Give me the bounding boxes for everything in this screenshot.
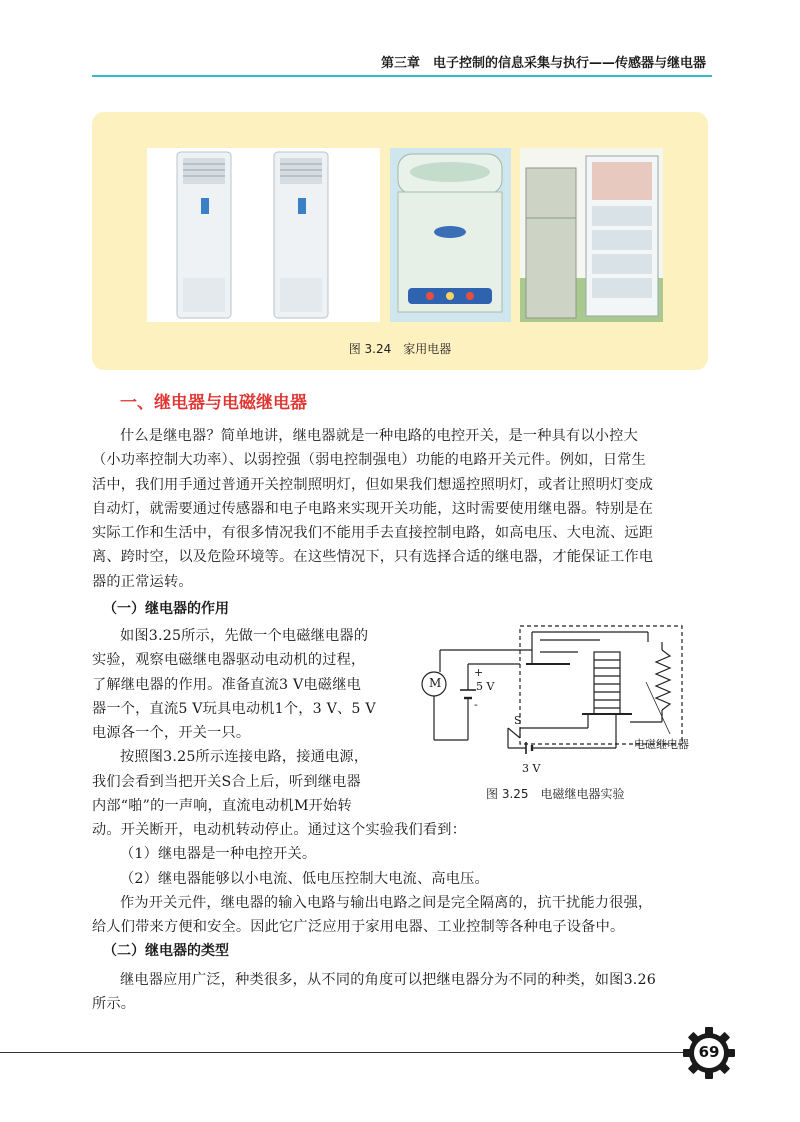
figure-3-25-circuit	[410, 622, 710, 784]
intro-line: 什么是继电器？简单地讲，继电器就是一种电路的电控开关，是一种具有以小控大	[120, 428, 638, 444]
minus-sign: -	[474, 698, 478, 711]
footer-rule	[0, 1052, 690, 1053]
section-title: 一、继电器与电磁继电器	[120, 393, 307, 413]
conclusion-line: （1）继电器是一种电控开关。	[120, 846, 317, 863]
switch-label: S	[514, 714, 522, 727]
experiment-conclusion	[92, 818, 708, 939]
motor-label: M	[429, 676, 442, 690]
conclusion-line: （2）继电器能够以小电流、低电压控制大电流、高电压。	[120, 870, 489, 887]
experiment-line: 实验，观察电磁继电器驱动电动机的过程，	[92, 652, 366, 669]
intro-line: 自动灯，就需要通过传感器和电子电路来实现开关功能，这时需要使用继电器。特别是在	[92, 500, 654, 517]
plus-sign: +	[474, 666, 484, 679]
types-paragraph	[92, 968, 708, 1017]
conclusion-line: 作为开关元件，继电器的输入电路与输出电路之间是完全隔离的，抗干扰能力很强，	[120, 894, 653, 911]
air-conditioner-photo	[147, 148, 380, 322]
intro-paragraph	[92, 424, 708, 594]
voltage-5v-label: 5 V	[476, 680, 495, 693]
types-line: 继电器应用广泛，种类很多，从不同的角度可以把继电器分为不同的种类，如图3.26	[120, 972, 656, 988]
conclusion-line: 动。开关断开，电动机转动停止。通过这个实验我们看到：	[92, 822, 467, 838]
refrigerator-photo	[520, 148, 663, 322]
experiment-line: 我们会看到当把开关S合上后，听到继电器	[92, 773, 361, 790]
experiment-line: 了解继电器的作用。准备直流3 V电磁继电	[92, 676, 361, 693]
subsection-1-title: （一）继电器的作用	[103, 601, 229, 617]
page-header	[0, 48, 800, 76]
intro-line: （小功率控制大功率）、以弱控强（弱电控制强电）功能的电路开关元件。例如，日常生	[92, 452, 647, 469]
relay-label: 电磁继电器	[634, 738, 689, 751]
washing-machine-photo	[390, 148, 511, 322]
conclusion-line: 给人们带来方便和安全。因此它广泛应用于家用电器、工业控制等各种电子设备中。	[92, 919, 625, 936]
intro-line: 离、跨时空，以及危险环境等。在这些情况下，只有选择合适的继电器，才能保证工作电	[92, 549, 654, 566]
experiment-line: 如图3.25所示，先做一个电磁继电器的	[120, 628, 369, 644]
intro-line: 活中，我们用手通过普通开关控制照明灯，但如果我们想遥控照明灯，或者让照明灯变成	[92, 476, 654, 493]
chapter-title: 第三章 电子控制的信息采集与执行——传感器与继电器	[380, 56, 706, 71]
experiment-line: 电源各一个，开关一只。	[92, 725, 251, 742]
experiment-paragraph	[92, 624, 402, 818]
intro-line: 器的正常运转。	[92, 573, 193, 590]
figure-3-24-caption: 图 3.24 家用电器	[348, 342, 452, 356]
subsection-2-title: （二）继电器的类型	[103, 943, 229, 959]
types-line: 所示。	[92, 996, 136, 1013]
voltage-3v-label: 3 V	[522, 762, 541, 775]
header-rule	[92, 75, 712, 77]
experiment-line: 按照图3.25所示连接电路，接通电源，	[120, 749, 369, 766]
intro-line: 实际工作和生活中，有很多情况我们不能用手去直接控制电路，如高电压、大电流、远距	[92, 525, 654, 542]
figure-3-25-caption: 图 3.25 电磁继电器实验	[486, 787, 625, 801]
experiment-line: 内部“啪”的一声响，直流电动机M开始转	[92, 798, 352, 815]
figure-3-24	[92, 112, 708, 370]
experiment-line: 器一个，直流5 V玩具电动机1个，3 V、5 V	[92, 700, 376, 717]
page-number: 69	[698, 1043, 720, 1061]
